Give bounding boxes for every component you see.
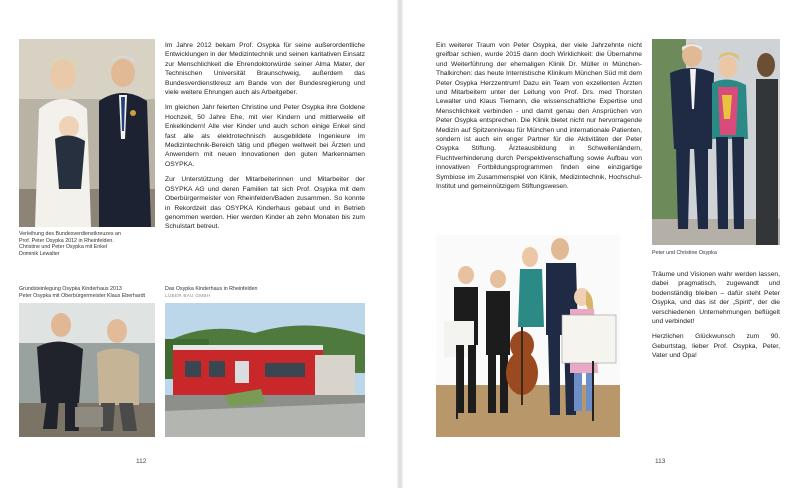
closing-text [652, 270, 780, 367]
book-gutter [397, 0, 403, 488]
left-body-text [165, 41, 365, 238]
paragraph-birthday: Herzlichen Glückwunsch zum 90. Geburtstag, lieber Prof. Osypka, Peter, Vater und Opa! [652, 333, 780, 360]
caption-line: Verleihung des Bundesverdienstkreuzes an [19, 231, 121, 237]
photo-award-ceremony [19, 39, 155, 227]
photo-credit: LÜBER BAU GMBH [165, 292, 211, 298]
caption-line: Dominik Lewalter [19, 251, 60, 258]
caption-award [19, 231, 159, 258]
page-number-right: 113 [655, 458, 666, 465]
photo-couple [652, 39, 780, 245]
page-number-left: 112 [136, 458, 147, 465]
caption-kinderhaus [165, 286, 365, 299]
caption-couple: Peter und Christine Osypka [652, 250, 717, 256]
paragraph-honors: Im Jahre 2012 bekam Prof. Osypka für seine außerordentliche Entwicklungen in der Medizintechnik und seinen karitativen Einsatz zur Menschlichkeit die Ehrendoktorwürde seiner Alma Mater, der Technischen Universität Braunschweig, außerdem das Bundesverdienstkreuz am Bande von der Bundesregierung und viele weitere Ehrungen auch als Arbeitgeber. [165, 42, 365, 97]
caption-line: Prof. Peter Osypka 2012 in Rheinfelden. [19, 237, 114, 244]
caption-line: Das Osypka Kinderhaus in Rheinfelden [165, 286, 258, 292]
paragraph-golden-wedding: Im gleichen Jahr feierten Christine und Peter Osypka ihre Goldene Hochzeit, 50 Jahre Ehe, mit vier Kindern und mittlerweile elf Enkelkindern! Alle vier Kinder und auch schon einige Enkel sind fast alle als elektrotechnisch ausgebildete Ingenieure im Medizintechnik-Bereich tätig und pflegen weltweit bei Ärzten und Anwendern mit neuen Innovationen den guten Markennamen OSYPKA. [165, 104, 365, 168]
caption-line: Grundsteinlegung Osypka Kinderhaus 2013 [19, 286, 122, 292]
caption-line: Christine und Peter Osypka mit Enkel [19, 244, 108, 251]
paragraph-spirit: Träume und Visionen wahr werden lassen, dabei pragmatisch, zugewandt und bodenständig bleiben – dafür steht Peter Osypka, und das ist der „Spirit“, der die verschiedenen Unternehmungen beflügelt und verbindet! [652, 271, 780, 326]
photo-family-music [436, 235, 620, 437]
photo-groundbreaking [19, 303, 155, 437]
paragraph-klinik: Ein weiterer Traum von Peter Osypka, der viele Jahrzehnte nicht greifbar schien, wurde 2015 dann doch Wirklichkeit: die Übernahme und Weiterführung der ehemaligen Klinik Dr. Müller in München-Thalkirchen: das heute Internistische Klinikum München Süd mit dem Peter Osypka Herzzentrum! Dazu ein Team von exzellenten Ärzten und Mitarbeitern unter der Leitung von Prof. Drs. med Thorsten Lewalter und Klaus Tiemann, die wissenschaftliche Expertise und Menschlichkeit verbinden - und damit genau den Ansprüchen von Peter Osypka entsprechen. Die Klinik bietet nicht nur hervorragende Medizin auf Spitzenniveau für München und internationale Patienten, sondern ist auch ein enger Partner für die Aktivitäten der Peter Osypka Stiftung. Ärzteausbildung in Schwellenländern, Fluchtverhinderung durch Perspektivenschaffung sowie Aufbau von innovativen Fortbildungsprogrammen finden eine einzigartige Symbiose im Zusammenspiel von Klinik, Medizintechnik, Hochschul-Institut und gemeinnützigem Stiftungswesen. [436, 42, 642, 191]
caption-groundbreaking [19, 286, 161, 299]
photo-kinderhaus [165, 303, 365, 437]
right-body-text [436, 41, 642, 198]
paragraph-kinderhaus: Zur Unterstützung der Mitarbeiterinnen und Mitarbeiter der OSYPKA AG und deren Familien tat sich Prof. Osypka mit dem Oberbürgermeister von Rheinfelden/Baden zusammen. So konnte in Rekordzeit das OSYPKA Kinderhaus gebaut und in Betrieb genommen werden. Hier werden Kinder ab zehn Monaten bis zum Schulstart betreut. [165, 176, 365, 231]
caption-line: Peter Osypka mit Oberbürgermeister Klaus Eberhardt [19, 292, 146, 299]
